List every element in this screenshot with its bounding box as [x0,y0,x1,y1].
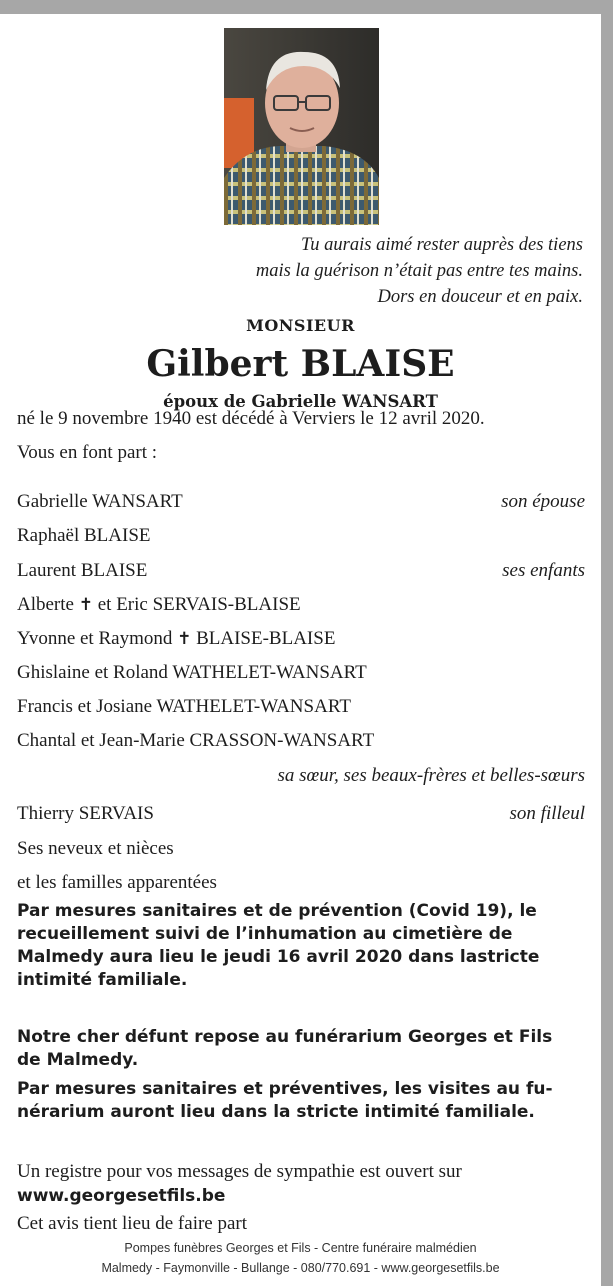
poem-line: mais la guérison n’était pas entre tes mains. [255,261,583,281]
family-member: Ghislaine et Roland WATHELET-WANSART [17,662,367,683]
cross-icon: ✝ [177,629,192,649]
notice-line: Par mesures sanitaires et de prévention (Covid 19), le [17,901,537,921]
family-member: Thierry SERVAIS [17,803,154,824]
register-link[interactable]: www.georgesetfils.be [17,1186,226,1206]
deceased-name: Gilbert BLAISE [146,343,455,385]
footer-line: Pompes funèbres Georges et Fils - Centre funéraire malmédien [124,1241,477,1255]
notice-line: intimité familiale. [17,970,188,990]
family-member: et Eric SERVAIS-BLAISE [97,594,301,615]
family-row [17,695,585,719]
intro-line: Vous en font part : [17,442,158,463]
family-row [17,490,585,514]
family-row [17,627,585,651]
repose-notice [17,1026,587,1072]
family-member: Laurent BLAISE [17,560,148,581]
family-row [17,593,585,617]
relation-label: ses enfants [502,560,585,581]
family-member: Francis et Josiane WATHELET-WANSART [17,696,351,717]
family-member: Yvonne et Raymond [17,628,173,649]
family-member: Gabrielle WANSART [17,491,183,512]
family-member: Chantal et Jean-Marie CRASSON-WANSART [17,730,375,751]
family-member: BLAISE-BLAISE [196,628,336,649]
notice-line: Malmedy aura lieu le jeudi 16 avril 2020 dans lastricte [17,947,540,967]
portrait-photo [224,28,379,225]
notice-line: recueillement suivi de l’inhumation au cimetière de [17,924,513,944]
poem [256,232,583,310]
family-row [17,871,585,895]
notice-line: Par mesures sanitaires et préventives, les visites au fu- [17,1079,553,1099]
birth-death-line: né le 9 novembre 1940 est décédé à Verviers le 12 avril 2020. [17,408,485,429]
family-member: Ses neveux et nièces [17,838,174,859]
closing-line: Cet avis tient lieu de faire part [17,1213,248,1234]
relation-label: sa sœur, ses beaux-frères et belles-sœurs [277,765,585,786]
family-row [17,559,585,583]
family-member: et les familles apparentées [17,872,217,893]
relation-label: son filleul [509,803,585,824]
family-member: Raphaël BLAISE [17,525,151,546]
notice-line: de Malmedy. [17,1050,139,1070]
visits-notice [17,1078,587,1124]
obituary-card [0,14,601,1286]
notice-line: Notre cher défunt repose au funérarium Georges et Fils [17,1027,553,1047]
spouse-line: époux de Gabrielle WANSART [163,392,438,411]
relation-label: son épouse [501,491,585,512]
notice-line: nérarium auront lieu dans la stricte intimité familiale. [17,1102,535,1122]
family-member: Alberte [17,594,74,615]
cross-icon: ✝ [78,595,93,615]
register-text: Un registre pour vos messages de sympathie est ouvert sur [17,1161,462,1182]
footer-line: Malmedy - Faymonville - Bullange - 080/770.691 - www.georgesetfils.be [101,1261,500,1275]
funeral-notice [17,900,587,992]
family-row [17,802,585,826]
poem-line: Dors en douceur et en paix. [377,287,583,307]
poem-line: Tu aurais aimé rester auprès des tiens [301,235,583,255]
family-row [17,524,585,548]
family-row [17,661,585,685]
honorific: MONSIEUR [246,316,355,335]
family-row [17,729,585,753]
family-row [17,837,585,861]
